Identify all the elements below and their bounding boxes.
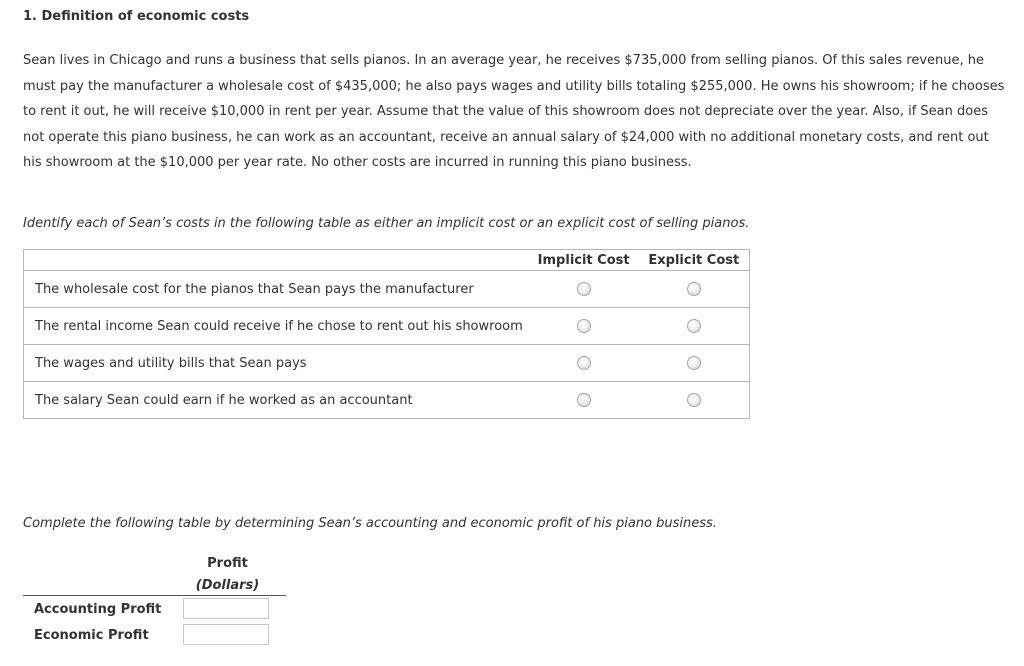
table-row xyxy=(24,345,750,382)
question-paragraph: Sean lives in Chicago and runs a business that sells pianos. In an average year, he receives $735,000 from selling pianos. Of this sales revenue, he must pay the manufacturer a wholesale cost of $435,000; he also pays wages and utility bills totaling $255,000. He owns his showroom; if he chooses to rent it out, he will receive $10,000 in rent per year. Assume that the value of this showroom does not depreciate over the year. Also, if Sean does not operate this piano business, he can work as an accountant, receive an annual salary of $24,000 with no additional monetary costs, and rent out his showroom at the $10,000 per year rate. No other costs are incurred in running this piano business. xyxy=(23,53,1005,170)
explicit-cost-cell xyxy=(639,345,750,382)
cost-table-corner xyxy=(24,250,529,271)
cost-table-instruction: Identify each of Sean’s costs in the following table as either an implicit cost or an explicit cost of selling pianos. xyxy=(23,216,750,231)
table-row xyxy=(24,382,750,419)
cost-row-label: The wholesale cost for the pianos that Sean pays the manufacturer xyxy=(24,271,529,308)
implicit-cost-radio[interactable] xyxy=(577,356,591,370)
cost-classification-table xyxy=(23,249,750,419)
accounting-profit-input[interactable] xyxy=(183,598,269,619)
implicit-cost-cell xyxy=(529,382,639,419)
explicit-cost-cell xyxy=(639,308,750,345)
profit-table-divider xyxy=(23,595,286,596)
table-row xyxy=(24,308,750,345)
economic-profit-label: Economic Profit xyxy=(34,628,149,643)
explicit-cost-cell xyxy=(639,271,750,308)
economic-profit-input[interactable] xyxy=(183,624,269,645)
profit-table-instruction: Complete the following table by determining Sean’s accounting and economic profit of his piano business. xyxy=(23,516,717,531)
explicit-cost-radio[interactable] xyxy=(687,282,701,296)
explicit-cost-radio[interactable] xyxy=(687,319,701,333)
implicit-cost-radio[interactable] xyxy=(577,319,591,333)
profit-column-header xyxy=(185,553,270,597)
implicit-cost-cell xyxy=(529,345,639,382)
explicit-cost-header: Explicit Cost xyxy=(639,250,750,271)
cost-row-label: The wages and utility bills that Sean pays xyxy=(24,345,529,382)
explicit-cost-radio[interactable] xyxy=(687,356,701,370)
implicit-cost-radio[interactable] xyxy=(577,282,591,296)
table-row xyxy=(24,271,750,308)
implicit-cost-header: Implicit Cost xyxy=(529,250,639,271)
explicit-cost-radio[interactable] xyxy=(687,393,701,407)
cost-row-label: The salary Sean could earn if he worked as an accountant xyxy=(24,382,529,419)
explicit-cost-cell xyxy=(639,382,750,419)
cost-table-header-row xyxy=(24,250,750,271)
implicit-cost-cell xyxy=(529,271,639,308)
profit-header-label: Profit xyxy=(207,556,248,571)
implicit-cost-radio[interactable] xyxy=(577,393,591,407)
cost-row-label: The rental income Sean could receive if he chose to rent out his showroom xyxy=(24,308,529,345)
implicit-cost-cell xyxy=(529,308,639,345)
question-title: 1. Definition of economic costs xyxy=(23,9,250,24)
accounting-profit-label: Accounting Profit xyxy=(34,602,162,617)
profit-header-units: (Dollars) xyxy=(195,578,260,593)
